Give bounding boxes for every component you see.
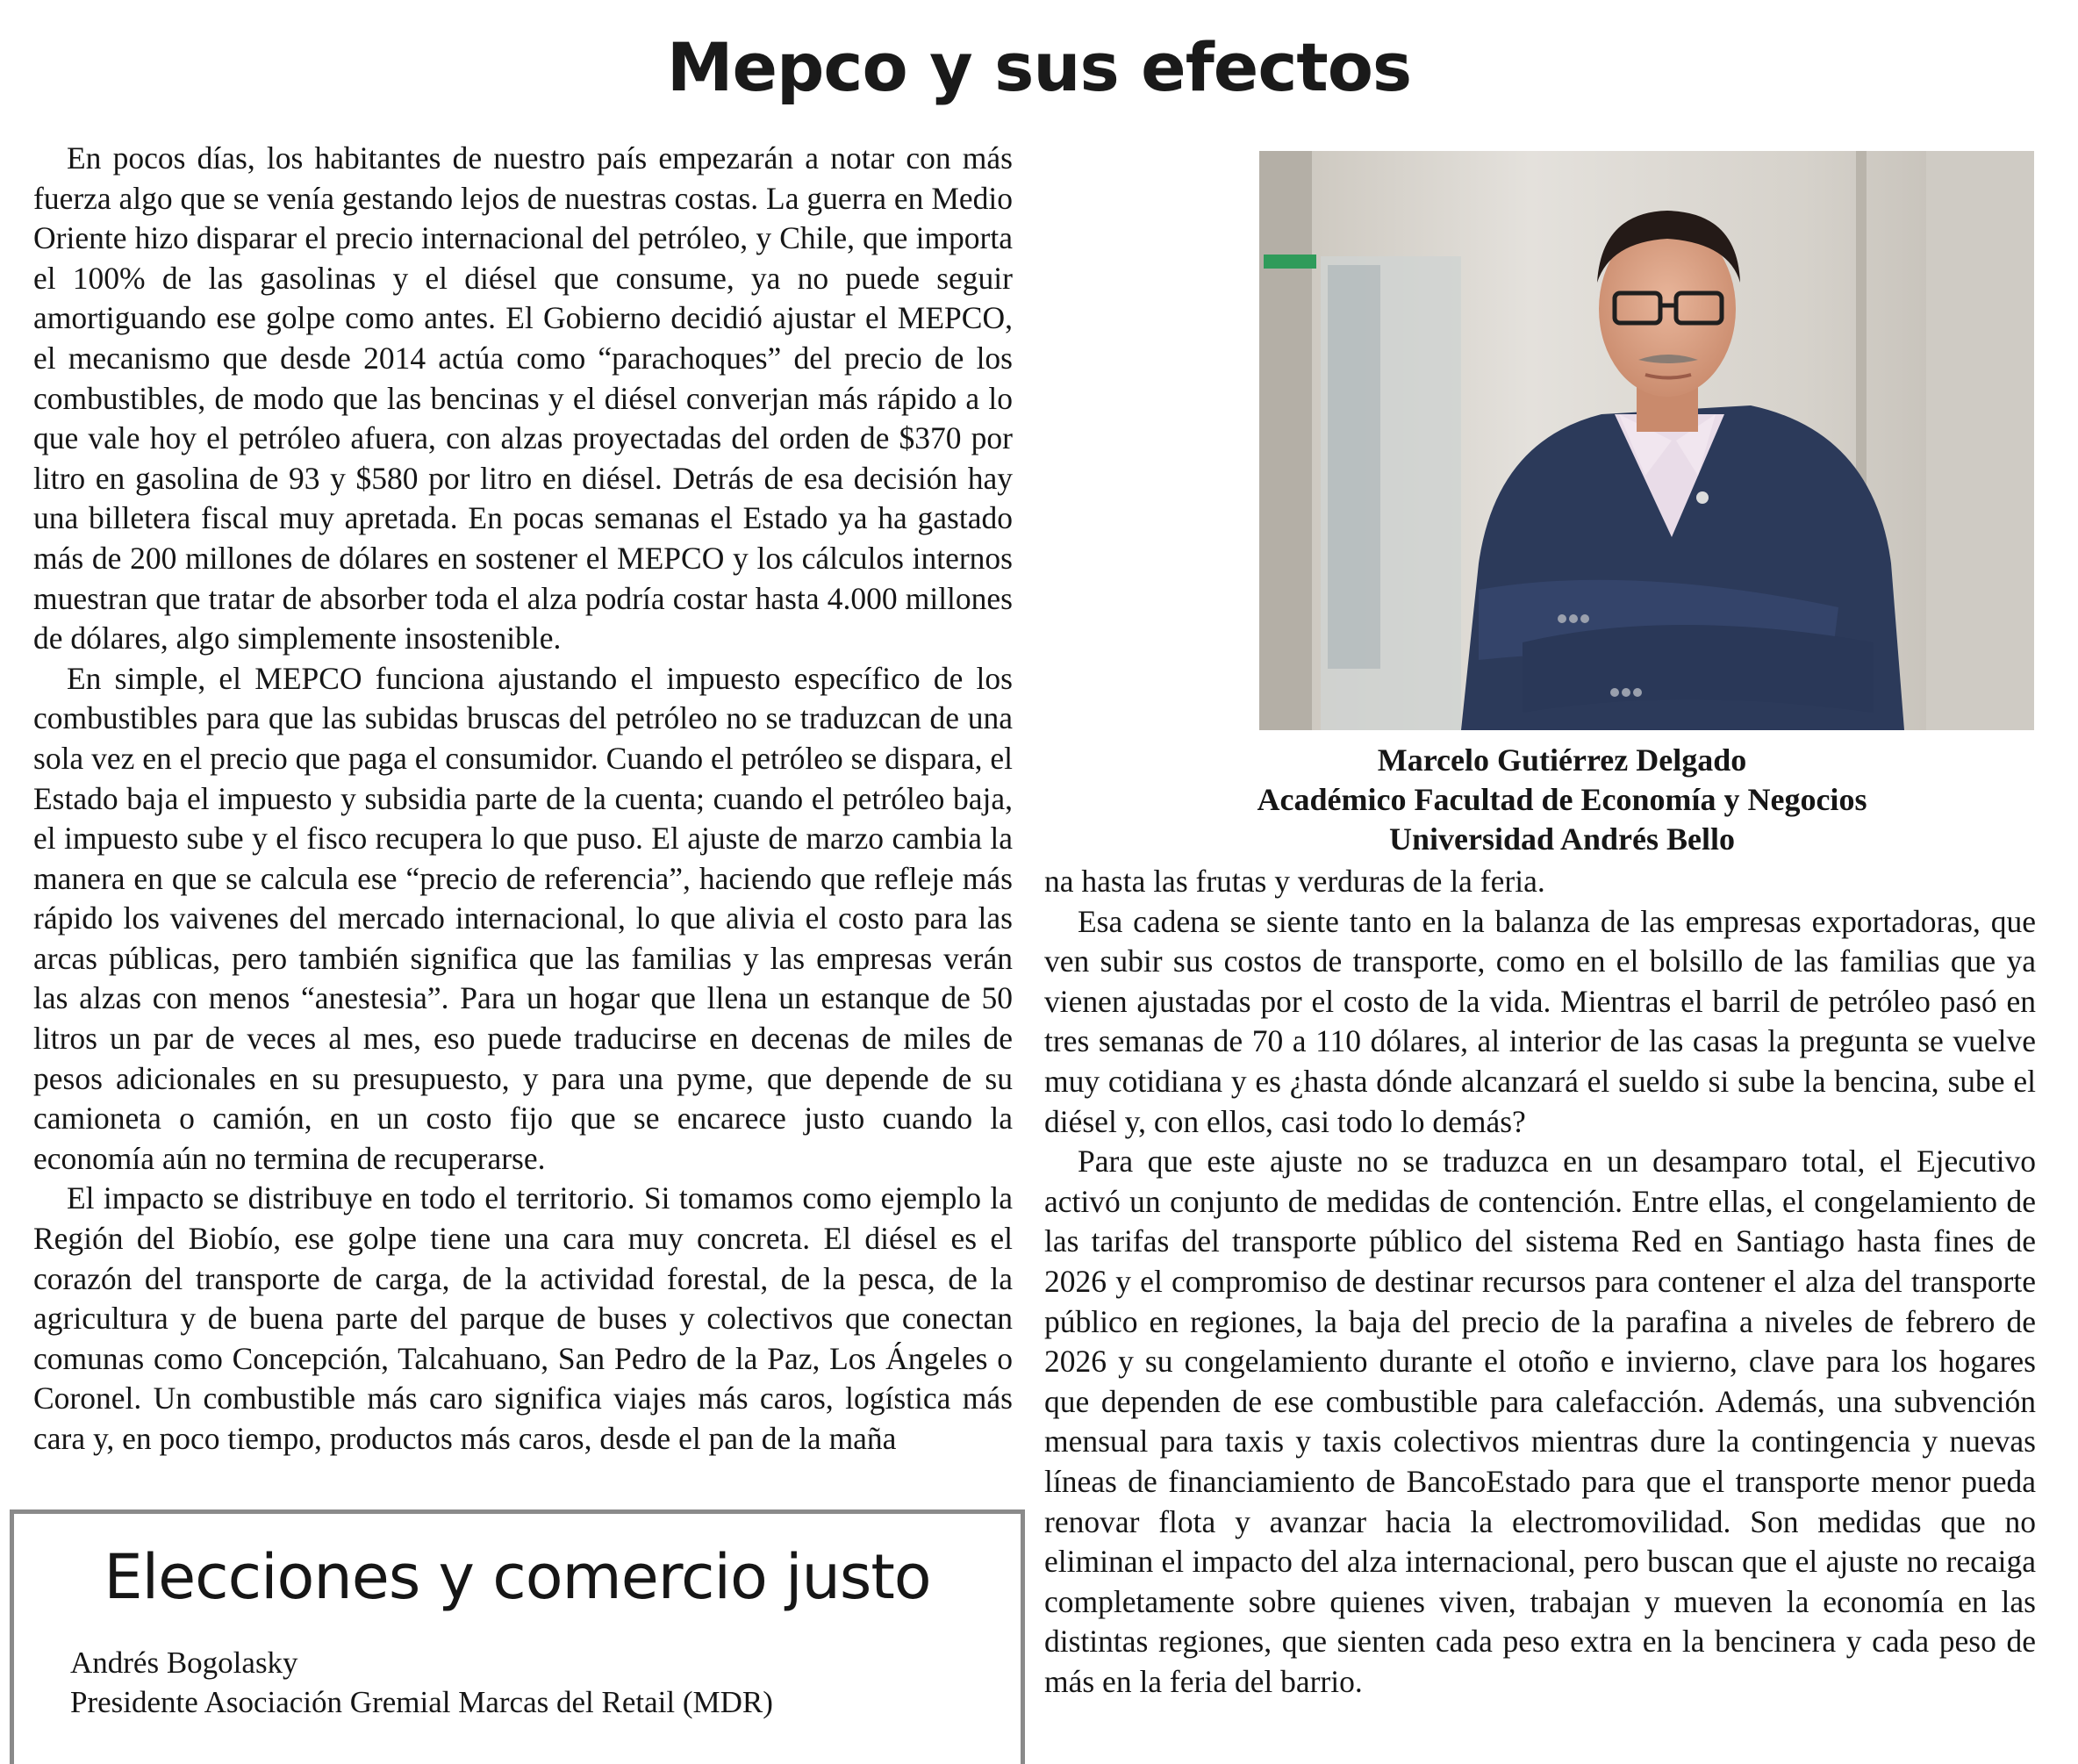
- author-photo: [1259, 151, 2034, 730]
- author-position: Académico Facultad de Economía y Negocios: [1257, 782, 1867, 817]
- article-paragraph: Para que este ajuste no se traduzca en un desamparo total, el Ejecutivo activó un conjunto de medidas de contención. Entre ellas, el congelamiento de las tarifas del transporte público del sistema Red en Santiago hasta fines de 2026 y el compromiso de destinar recursos para contener el alza del transporte público en regiones, la baja del precio de la parafina a niveles de febrero de 2026 y su congelamiento durante el otoño e invierno, clave para los hogares que dependen de ese combustible para calefacción. Además, una subvención mensual para taxis y taxis colectivos mientras dure la contingencia y nuevas líneas de financiamiento de BancoEstado para que el transporte menor pueda renovar flota y avanzar hacia la electromovilidad. Son medidas que no eliminan el impacto del alza internacional, pero buscan que el ajuste no recaiga completamente sobre quienes viven, trabajan y mueven la economía en las distintas regiones, que sienten cada peso extra en la bencinera y cada peso de más en la feria del barrio.: [1044, 1144, 2036, 1699]
- article-paragraph: El impacto se distribuye en todo el territorio. Si tomamos como ejemplo la Región del Biobío, ese golpe tiene una cara muy concreta. El diésel es el corazón del transporte de carga, de la actividad forestal, de la pesca, de la agricultura y de buena parte del parque de buses y colectivos que conectan comunas como Concepción, Talcahuano, San Pedro de la Paz, Los Ángeles o Coronel. Un combustible más caro significa viajes más caros, logística más cara y, en poco tiempo, productos más caros, desde el pan de la maña: [33, 1180, 1013, 1456]
- second-article-author-position: Presidente Asociación Gremial Marcas del Retail (MDR): [70, 1685, 773, 1719]
- article-column-right: [1044, 862, 2036, 1702]
- second-article-byline: [70, 1643, 773, 1722]
- second-article-title: Elecciones y comercio justo: [104, 1541, 931, 1613]
- article-title: Mepco y sus efectos: [666, 28, 1412, 106]
- photo-caption: [1066, 741, 2058, 859]
- author-name: Marcelo Gutiérrez Delgado: [1377, 742, 1747, 778]
- author-institution: Universidad Andrés Bello: [1388, 821, 1736, 857]
- article-column-left: [33, 139, 1013, 1459]
- article-paragraph: En simple, el MEPCO funciona ajustando el impuesto específico de los combustibles para que las subidas bruscas del petróleo no se traduzcan de una sola vez en el precio que paga el consumidor. Cuando el petróleo se dispara, el Estado baja el impuesto y subsidia parte de la cuenta; cuando el petróleo baja, el impuesto sube y el fisco recupera lo que puso. El ajuste de marzo cambia la manera en que se calcula ese “precio de referencia”, haciendo que refleje más rápido los vaivenes del mercado internacional, lo que alivia el costo para las arcas públicas, pero también significa que las familias y las empresas verán las alzas con menos “anestesia”. Para un hogar que llena un estanque de 50 litros un par de veces al mes, eso puede traducirse en decenas de miles de pesos adicionales en su presupuesto, y para una pyme, que depende de su camioneta o camión, en un costo fijo que se encarece justo cuando la economía aún no termina de recuperarse.: [33, 660, 1013, 1176]
- article-paragraph: Esa cadena se siente tanto en la balanza de las empresas exportadoras, que ven subir sus costos de transporte, como en el bolsillo de las familias que ya vienen ajustadas por el costo de la vida. Mientras el barril de petróleo pasó en tres semanas de 70 a 110 dólares, al interior de las casas la pregunta se vuelve muy cotidiana y es ¿hasta dónde alcanzará el sueldo si sube la bencina, sube el diésel y, con ellos, casi todo lo demás?: [1044, 903, 2036, 1139]
- second-article-box: [10, 1509, 1025, 1764]
- article-paragraph: na hasta las frutas y verduras de la feria.: [1044, 864, 1545, 899]
- second-article-author-name: Andrés Bogolasky: [70, 1646, 298, 1680]
- article-paragraph: En pocos días, los habitantes de nuestro país empezarán a notar con más fuerza algo que se venía gestando lejos de nuestras costas. La guerra en Medio Oriente hizo disparar el precio internacional del petróleo, y Chile, que importa el 100% de las gasolinas y el diésel que consume, ya no puede seguir amortiguando ese golpe como antes. El Gobierno decidió ajustar el MEPCO, el mecanismo que desde 2014 actúa como “parachoques” del precio de los combustibles, de modo que las bencinas y el diésel converjan más rápido a lo que vale hoy el petróleo afuera, con alzas proyectadas del orden de $370 por litro en gasolina de 93 y $580 por litro en diésel. Detrás de esa decisión hay una billetera fiscal muy apretada. En pocas semanas el Estado ya ha gastado más de 200 millones de dólares en sostener el MEPCO y los cálculos internos muestran que tratar de absorber toda el alza podría costar hasta 4.000 millones de dólares, algo simplemente insostenible.: [33, 140, 1013, 656]
